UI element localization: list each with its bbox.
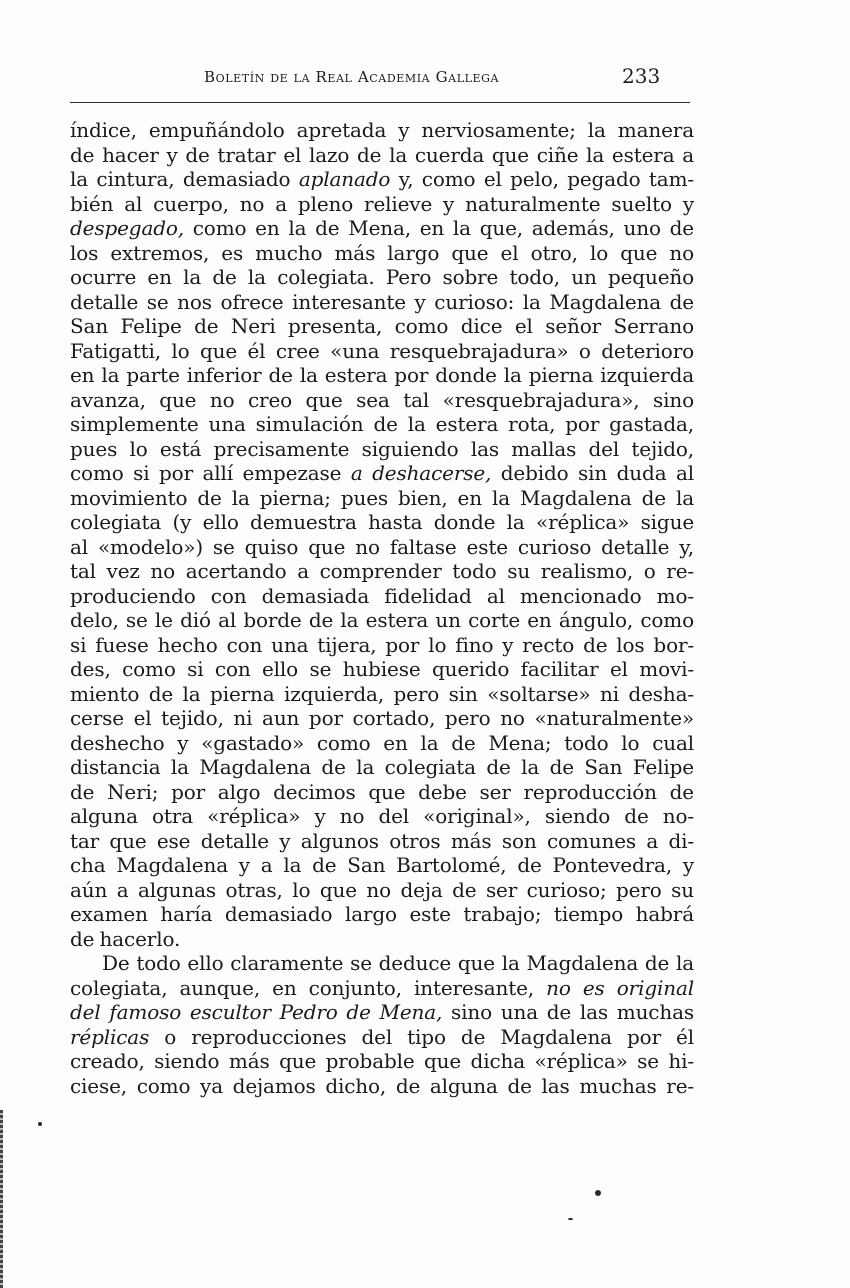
text-run: debido sin duda al	[491, 461, 694, 485]
text-line	[70, 559, 694, 584]
text-run: sino una de las muchas	[442, 1000, 694, 1024]
text-run: en la parte inferior de la estera por donde la pierna izquierda	[70, 363, 694, 387]
italic-text-run: réplicas	[70, 1024, 150, 1049]
text-run: miento de la pierna izquierda, pero sin «soltarse» ni desha-	[70, 681, 694, 706]
paragraph-1	[70, 118, 694, 951]
text-run: San Felipe de Neri presenta, como dice el señor Serrano	[70, 314, 694, 338]
text-line	[70, 510, 694, 535]
page-number: 233	[622, 64, 661, 88]
text-run: cha Magdalena y a la de San Bartolomé, de Pontevedra, y	[70, 853, 694, 877]
italic-text-run: a deshacerse,	[350, 461, 492, 485]
text-run: colegiata, aunque, en conjunto, interesante,	[70, 975, 547, 1000]
text-line	[70, 731, 694, 756]
text-line	[70, 241, 694, 266]
text-line	[70, 314, 694, 339]
text-line	[70, 265, 694, 290]
text-line	[70, 804, 694, 829]
ink-speck	[38, 1122, 42, 1126]
scan-edge-artifact	[0, 1110, 3, 1288]
text-line	[70, 192, 694, 217]
text-line	[70, 951, 694, 976]
page-header	[70, 62, 690, 103]
ink-speck	[568, 1218, 573, 1220]
text-line	[70, 853, 694, 878]
text-line	[70, 290, 694, 315]
text-run: si fuese hecho con una tijera, por lo fino y recto de los bor-	[70, 632, 694, 657]
text-line	[70, 584, 694, 609]
text-run: deshecho y «gastado» como en la de Mena; todo lo cual	[70, 730, 694, 755]
text-run: la cintura, demasiado	[70, 167, 299, 191]
text-line	[70, 1074, 694, 1099]
text-run: tar que ese detalle y algunos otros más son comunes a di-	[70, 828, 694, 853]
text-run: delo, se le dió al borde de la estera un corte en ángulo, como	[70, 608, 694, 632]
text-line	[70, 388, 694, 413]
italic-text-run: despegado,	[70, 216, 184, 240]
text-line	[70, 1049, 694, 1074]
text-run: al «modelo») se quiso que no faltase este curioso detalle y,	[70, 534, 694, 559]
text-line	[70, 878, 694, 903]
text-run: De todo ello claramente se deduce que la Magdalena de la	[102, 951, 694, 975]
text-run: distancia la Magdalena de la colegiata de la de San Felipe	[70, 755, 694, 779]
text-run: produciendo con demasiada fidelidad al mencionado mo-	[70, 583, 694, 608]
text-line	[70, 927, 694, 952]
text-run: Fatigatti, lo que él cree «una resquebrajadura» o deterioro	[70, 338, 694, 363]
text-line	[70, 412, 694, 437]
text-run: creado, siendo más que probable que dicha «réplica» se hi-	[70, 1049, 694, 1073]
text-run: ocurre en la de la colegiata. Pero sobre todo, un pequeño	[70, 265, 694, 289]
text-run: o reproducciones del tipo de Magdalena por él	[149, 1024, 694, 1049]
text-line	[70, 829, 694, 854]
text-line	[70, 167, 694, 192]
text-run: de Neri; por algo decimos que debe ser reproducción de	[70, 779, 694, 804]
text-run: tal vez no acertando a comprender todo su realismo, o re-	[70, 559, 694, 583]
text-line	[70, 339, 694, 364]
text-line	[70, 706, 694, 731]
text-run: des, como si con ello se hubiese querido facilitar el movi-	[70, 657, 694, 681]
text-run: de hacerlo.	[70, 926, 181, 951]
text-run: y, como el pelo, pegado tam-	[390, 167, 694, 191]
italic-text-run: aplanado	[298, 167, 391, 191]
running-head: Boletín de la Real Academia Gallega	[204, 68, 500, 86]
text-line	[70, 216, 694, 241]
text-line	[70, 486, 694, 511]
text-run: colegiata (y ello demuestra hasta donde la «réplica» sigue	[70, 510, 694, 534]
text-line	[70, 118, 694, 143]
text-run: detalle se nos ofrece interesante y curioso: la Magdalena de	[70, 289, 694, 314]
text-run: avanza, que no creo que sea tal «resquebrajadura», sino	[70, 387, 694, 412]
text-line	[70, 682, 694, 707]
text-line	[70, 1000, 694, 1025]
ink-speck	[595, 1190, 601, 1196]
text-line	[70, 608, 694, 633]
text-line	[70, 437, 694, 462]
text-run: pues lo está precisamente siguiendo las mallas del tejido,	[70, 436, 694, 461]
text-line	[70, 535, 694, 560]
text-line	[70, 363, 694, 388]
text-run: aún a algunas otras, lo que no deja de ser curioso; pero su	[70, 877, 694, 902]
text-run: examen haría demasiado largo este trabajo; tiempo habrá	[70, 902, 694, 926]
text-line	[70, 755, 694, 780]
text-line	[70, 902, 694, 927]
text-line	[70, 633, 694, 658]
text-run: cerse el tejido, ni aun por cortado, pero no «naturalmente»	[70, 706, 694, 730]
text-run: como si por allí empezase	[70, 461, 351, 485]
text-line	[70, 657, 694, 682]
body-text	[70, 118, 694, 1098]
text-line	[70, 461, 694, 486]
paragraph-2	[70, 951, 694, 1098]
text-run: ciese, como ya dejamos dicho, de alguna de las muchas re-	[70, 1073, 694, 1098]
italic-text-run: no es original	[546, 975, 694, 1000]
text-run: bién al cuerpo, no a pleno relieve y naturalmente suelto y	[70, 191, 694, 216]
italic-text-run: del famoso escultor Pedro de Mena,	[70, 1000, 443, 1024]
text-line	[70, 780, 694, 805]
text-run: alguna otra «réplica» y no del «original», siendo de no-	[70, 804, 694, 828]
text-run: movimiento de la pierna; pues bien, en la Magdalena de la	[70, 485, 694, 510]
text-run: de hacer y de tratar el lazo de la cuerda que ciñe la estera a	[70, 142, 694, 167]
text-line	[70, 976, 694, 1001]
text-run: índice, empuñándolo apretada y nerviosamente; la manera	[70, 118, 694, 142]
text-line	[70, 1025, 694, 1050]
text-line	[70, 143, 694, 168]
text-run: simplemente una simulación de la estera rota, por gastada,	[70, 412, 694, 436]
text-run: como en la de Mena, en la que, además, uno de	[183, 216, 694, 240]
text-run: los extremos, es mucho más largo que el otro, lo que no	[70, 240, 694, 265]
